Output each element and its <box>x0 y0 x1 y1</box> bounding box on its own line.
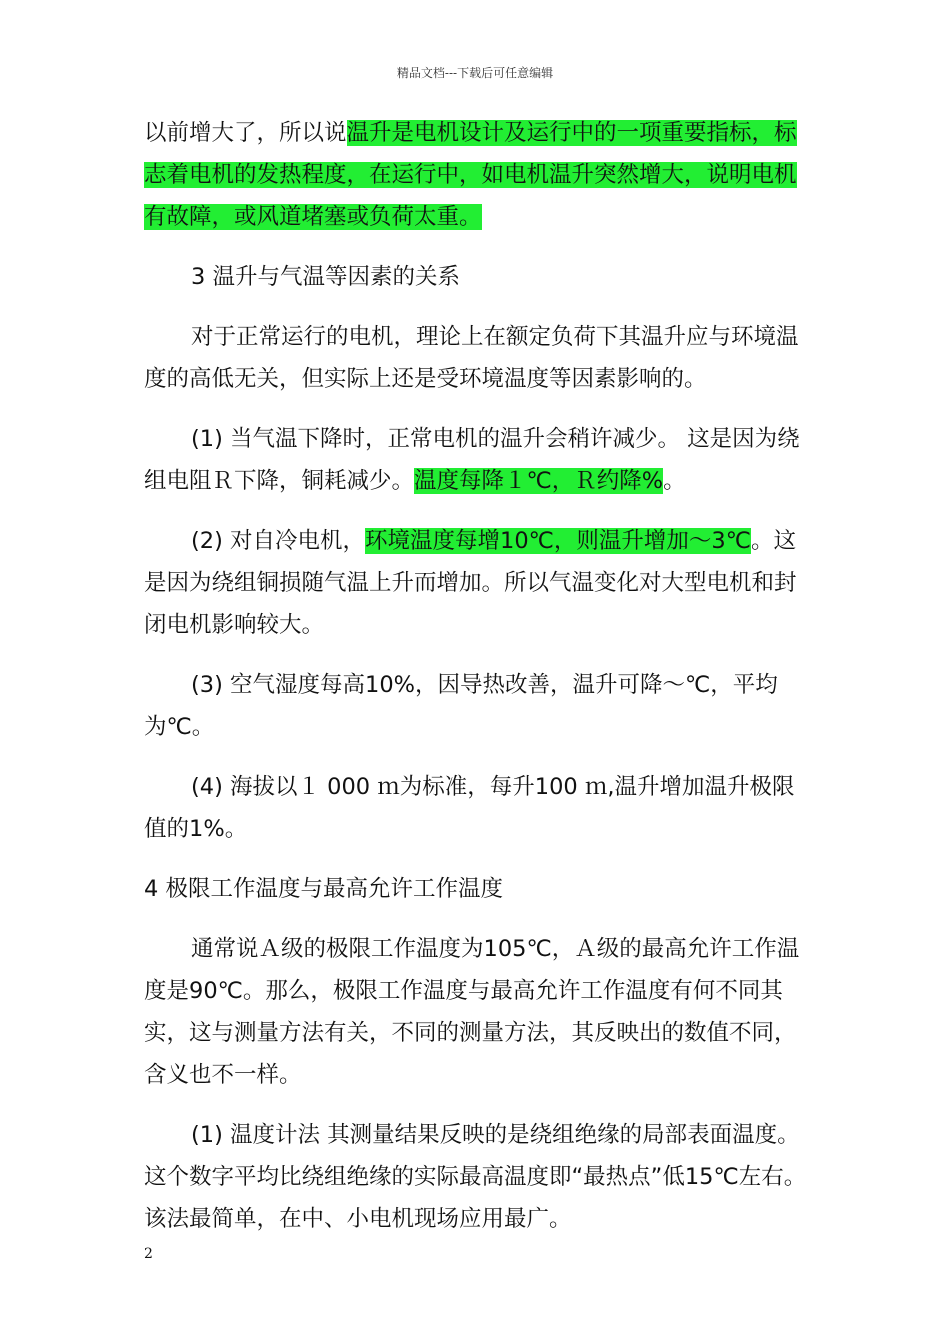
document-body <box>144 112 816 1258</box>
section-heading-4 <box>144 868 816 910</box>
heading-text: 4 极限工作温度与最高允许工作温度 <box>144 876 503 902</box>
paragraph-text: 。 <box>663 468 686 494</box>
highlighted-text: 温升是电机设计及运行中的一项重要指标，标志着电机的发热程度，在运行中，如电机温升突然增大，说明电机有故障，或风道堵塞或负荷太重。 <box>144 120 797 230</box>
page-header: 精品文档---下载后可任意编辑 <box>396 66 554 80</box>
paragraph-text: 。这是因为绕组铜损随气温上升而增加。所以气温变化对大型电机和封闭电机影响较大。 <box>144 528 797 638</box>
section-heading-3 <box>144 256 816 298</box>
paragraph-text: (1) 当气温下降时，正常电机的温升会稍许减少。 这是因为绕组电阻Ｒ下降，铜耗减少。 <box>144 426 800 494</box>
page-number: 2 <box>144 1246 153 1262</box>
highlighted-text: 温度每降１℃，Ｒ约降% <box>414 468 664 494</box>
paragraph-text: 对于正常运行的电机，理论上在额定负荷下其温升应与环境温度的高低无关，但实际上还是受环境温度等因素影响的。 <box>144 324 799 392</box>
paragraph-10 <box>144 1114 816 1240</box>
paragraph-7 <box>144 766 816 850</box>
paragraph-text: (3) 空气湿度每高10%，因导热改善，温升可降～℃，平均为℃。 <box>144 672 778 740</box>
paragraph-1 <box>144 112 816 238</box>
paragraph-text: (1) 温度计法 其测量结果反映的是绕组绝缘的局部表面温度。这个数字平均比绕组绝缘的实际最高温度即“最热点”低15℃左右。该法最简单，在中、小电机现场应用最广。 <box>144 1122 807 1232</box>
heading-text: 3 温升与气温等因素的关系 <box>191 264 460 290</box>
paragraph-9 <box>144 928 816 1096</box>
paragraph-text: 以前增大了，所以说 <box>144 120 347 146</box>
paragraph-6 <box>144 664 816 748</box>
paragraph-4 <box>144 418 816 502</box>
paragraph-text: (4) 海拔以１ 000 ｍ为标准，每升100 ｍ,温升增加温升极限值的1%。 <box>144 774 795 842</box>
paragraph-5 <box>144 520 816 646</box>
highlighted-text: 环境温度每增10℃，则温升增加～3℃ <box>365 528 752 554</box>
paragraph-text: 通常说Ａ级的极限工作温度为105℃，Ａ级的最高允许工作温度是90℃。那么，极限工作温度与最高允许工作温度有何不同其实，这与测量方法有关，不同的测量方法，其反映出的数值不同，含义也不一样。 <box>144 936 800 1088</box>
paragraph-text: (2) 对自冷电机， <box>191 528 366 554</box>
paragraph-3 <box>144 316 816 400</box>
